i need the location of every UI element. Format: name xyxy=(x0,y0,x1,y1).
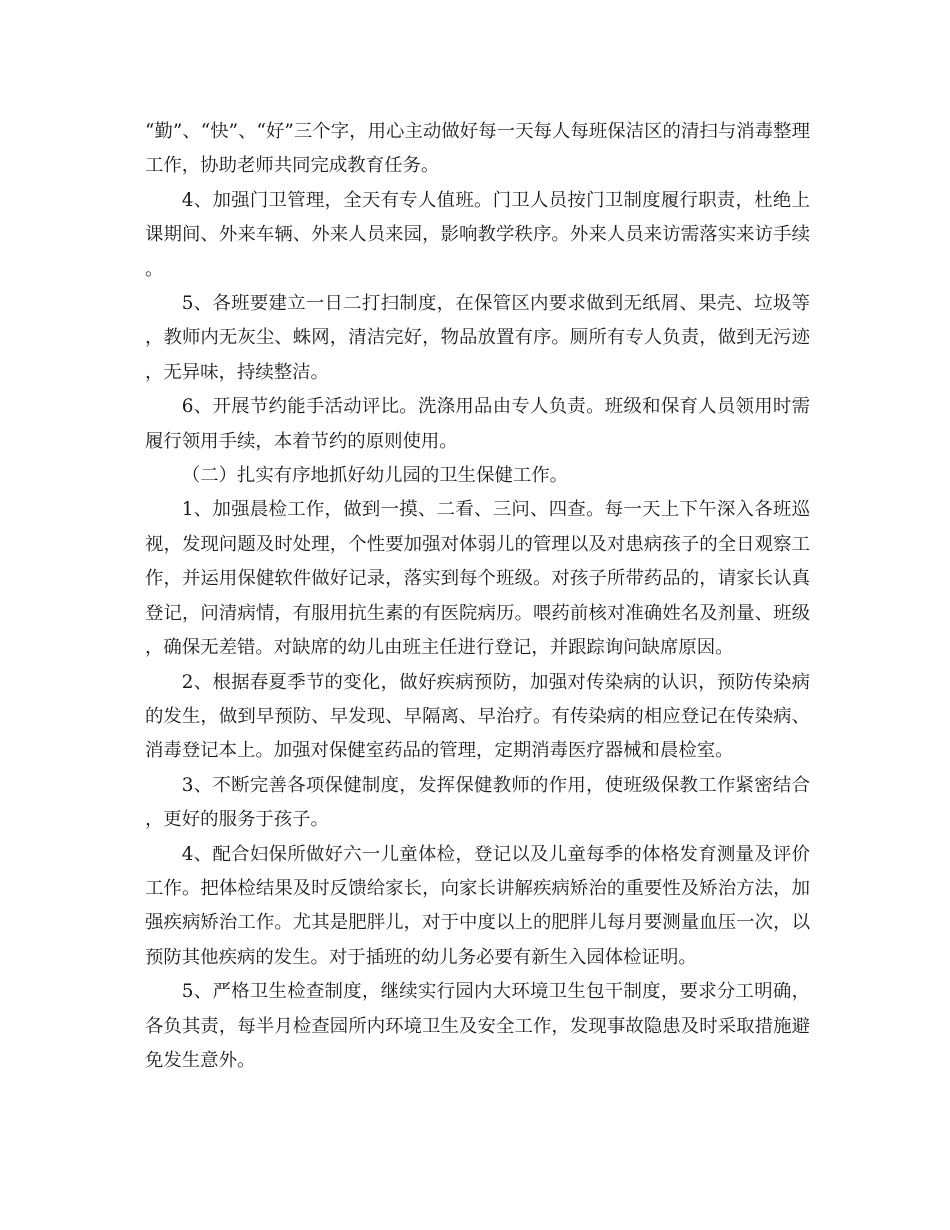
paragraph-health-system: 3、不断完善各项保健制度，发挥保健教师的作用，使班级保教工作紧密结合，更好的服务于孩子。 xyxy=(145,774,810,831)
paragraph-disease-prevention: 2、根据春夏季节的变化，做好疾病预防，加强对传染病的认识，预防传染病的发生，做到早预防、早发现、早隔离、早治疗。有传染病的相应登记在传染病、消毒登记本上。加强对保健室药品的管理，定期消毒医疗器械和晨检室。 xyxy=(145,671,810,762)
paragraph-morning-check: 1、加强晨检工作，做到一摸、二看、三问、四查。每一天上下午深入各班巡视，发现问题及时处理，个性要加强对体弱儿的管理以及对患病孩子的全日观察工作，并运用保健软件做好记录，落实到每个班级。对孩子所带药品的，请家长认真登记，问清病情，有服用抗生素的有医院病历。喂药前核对准确姓名及剂量、班级，确保无差错。对缺席的幼儿由班主任进行登记，并跟踪询问缺席原因。 xyxy=(145,499,810,659)
document-body xyxy=(145,115,810,1078)
paragraph-saving-contest: 6、开展节约能手活动评比。洗涤用品由专人负责。班级和保育人员领用时需履行领用手续，本着节约的原则使用。 xyxy=(145,396,810,452)
paragraph-hygiene-inspection: 5、严格卫生检查制度，继续实行园内大环境卫生包干制度，要求分工明确，各负其责，每半月检查园所内环境卫生及安全工作，发现事故隐患及时采取措施避免发生意外。 xyxy=(145,981,810,1071)
paragraph-continuation: “勤”、“快”、“好”三个字，用心主动做好每一天每人每班保洁区的清扫与消毒整理工作，协助老师共同完成教育任务。 xyxy=(145,121,810,177)
paragraph-gate-management: 4、加强门卫管理，全天有专人值班。门卫人员按门卫制度履行职责，杜绝上课期间、外来车辆、外来人员来园，影响教学秩序。外来人员来访需落实来访手续。 xyxy=(145,189,810,280)
paragraph-physical-exam: 4、配合妇保所做好六一儿童体检，登记以及儿童每季的体格发育测量及评价工作。把体检结果及时反馈给家长，向家长讲解疾病矫治的重要性及矫治方法，加强疾病矫治工作。尤其是肥胖儿，对于中度以上的肥胖儿每月要测量血压一次，以预防其他疾病的发生。对于插班的幼儿务必要有新生入园体检证明。 xyxy=(145,843,810,968)
section-heading-health-care: （二）扎实有序地抓好幼儿园的卫生保健工作。 xyxy=(181,465,569,487)
paragraph-cleaning-system: 5、各班要建立一日二打扫制度，在保管区内要求做到无纸屑、果壳、垃圾等，教师内无灰尘、蛛网，清洁完好，物品放置有序。厕所有专人负责，做到无污迹，无异味，持续整洁。 xyxy=(145,293,810,383)
